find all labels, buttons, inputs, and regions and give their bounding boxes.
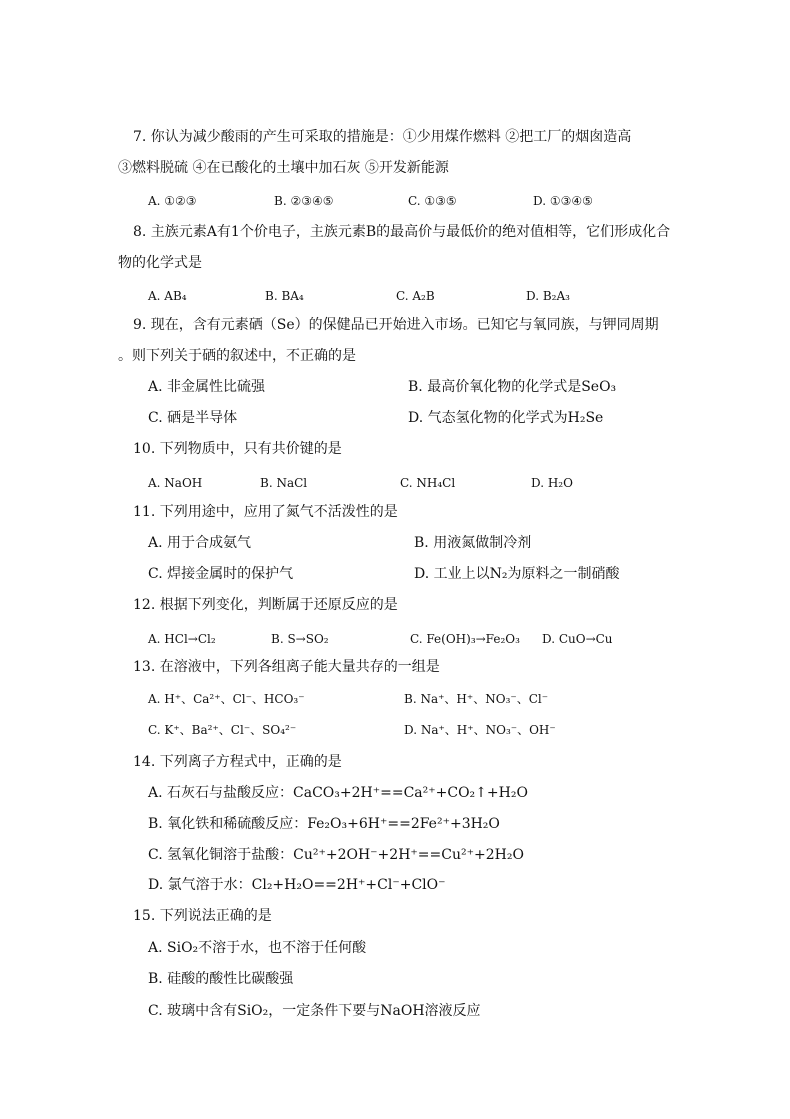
q14-option-c: C. 氢氧化铜溶于盐酸：Cu²⁺+2OH⁻+2H⁺==Cu²⁺+2H₂O	[148, 847, 524, 863]
q13-option-b: B. Na⁺、H⁺、NO₃⁻、Cl⁻	[404, 692, 549, 706]
q9-stem-line1: 9. 现在，含有元素硒（Se）的保健品已开始进入市场。已知它与氧同族，与钾同周期	[133, 317, 659, 333]
q8-option-a: A. AB₄	[148, 289, 187, 303]
q15-stem: 15. 下列说法正确的是	[133, 908, 272, 924]
q10-option-d: D. H₂O	[531, 476, 573, 490]
q7-option-a: A. ①②③	[148, 194, 197, 208]
q10-stem: 10. 下列物质中，只有共价键的是	[133, 441, 342, 457]
q9-option-a: A. 非金属性比硫强	[148, 379, 266, 395]
q9-stem-line2: 。则下列关于硒的叙述中，不正确的是	[118, 348, 356, 364]
q14-option-b: B. 氧化铁和稀硫酸反应：Fe₂O₃+6H⁺==2Fe²⁺+3H₂O	[148, 816, 500, 832]
q9-option-d: D. 气态氢化物的化学式为H₂Se	[408, 410, 604, 426]
q15-option-c: C. 玻璃中含有SiO₂，一定条件下要与NaOH溶液反应	[148, 1003, 481, 1019]
q11-option-b: B. 用液氮做制冷剂	[414, 535, 532, 551]
q12-option-c: C. Fe(OH)₃→Fe₂O₃	[410, 632, 520, 646]
q13-option-d: D. Na⁺、H⁺、NO₃⁻、OH⁻	[404, 723, 556, 737]
q15-option-a: A. SiO₂不溶于水，也不溶于任何酸	[148, 940, 367, 956]
q12-option-b: B. S→SO₂	[271, 632, 329, 646]
q11-stem: 11. 下列用途中，应用了氮气不活泼性的是	[133, 504, 398, 520]
q7-option-d: D. ①③④⑤	[533, 194, 593, 208]
q7-stem-line2: ③燃料脱硫 ④在已酸化的土壤中加石灰 ⑤开发新能源	[118, 160, 449, 176]
q14-stem: 14. 下列离子方程式中，正确的是	[133, 754, 342, 770]
q8-stem-line1: 8. 主族元素A有1个价电子，主族元素B的最高价与最低价的绝对值相等，它们形成化合	[133, 224, 671, 240]
q13-stem: 13. 在溶液中，下列各组离子能大量共存的一组是	[133, 659, 440, 675]
q8-option-c: C. A₂B	[396, 289, 435, 303]
q15-option-b: B. 硅酸的酸性比碳酸强	[148, 971, 294, 987]
q9-option-c: C. 硒是半导体	[148, 410, 238, 426]
q7-option-b: B. ②③④⑤	[274, 194, 334, 208]
q12-option-d: D. CuO→Cu	[542, 632, 613, 646]
q8-stem-line2: 物的化学式是	[118, 255, 202, 271]
q13-option-a: A. H⁺、Ca²⁺、Cl⁻、HCO₃⁻	[148, 692, 305, 706]
q10-option-a: A. NaOH	[148, 476, 203, 490]
q11-option-d: D. 工业上以N₂为原料之一制硝酸	[414, 566, 620, 582]
q10-option-b: B. NaCl	[260, 476, 308, 490]
q9-option-b: B. 最高价氧化物的化学式是SeO₃	[408, 379, 617, 395]
q8-option-b: B. BA₄	[265, 289, 304, 303]
q11-option-a: A. 用于合成氨气	[148, 535, 252, 551]
q7-option-c: C. ①③⑤	[408, 194, 457, 208]
q12-stem: 12. 根据下列变化，判断属于还原反应的是	[133, 597, 398, 613]
q14-option-a: A. 石灰石与盐酸反应：CaCO₃+2H⁺==Ca²⁺+CO₂↑+H₂O	[148, 785, 528, 801]
q12-option-a: A. HCl→Cl₂	[148, 632, 216, 646]
q14-option-d: D. 氯气溶于水：Cl₂+H₂O==2H⁺+Cl⁻+ClO⁻	[148, 877, 446, 893]
q7-stem-line1: 7. 你认为减少酸雨的产生可采取的措施是：①少用煤作燃料 ②把工厂的烟囱造高	[133, 129, 632, 145]
q10-option-c: C. NH₄Cl	[400, 476, 456, 490]
q11-option-c: C. 焊接金属时的保护气	[148, 566, 294, 582]
q8-option-d: D. B₂A₃	[526, 289, 570, 303]
q13-option-c: C. K⁺、Ba²⁺、Cl⁻、SO₄²⁻	[148, 723, 297, 737]
